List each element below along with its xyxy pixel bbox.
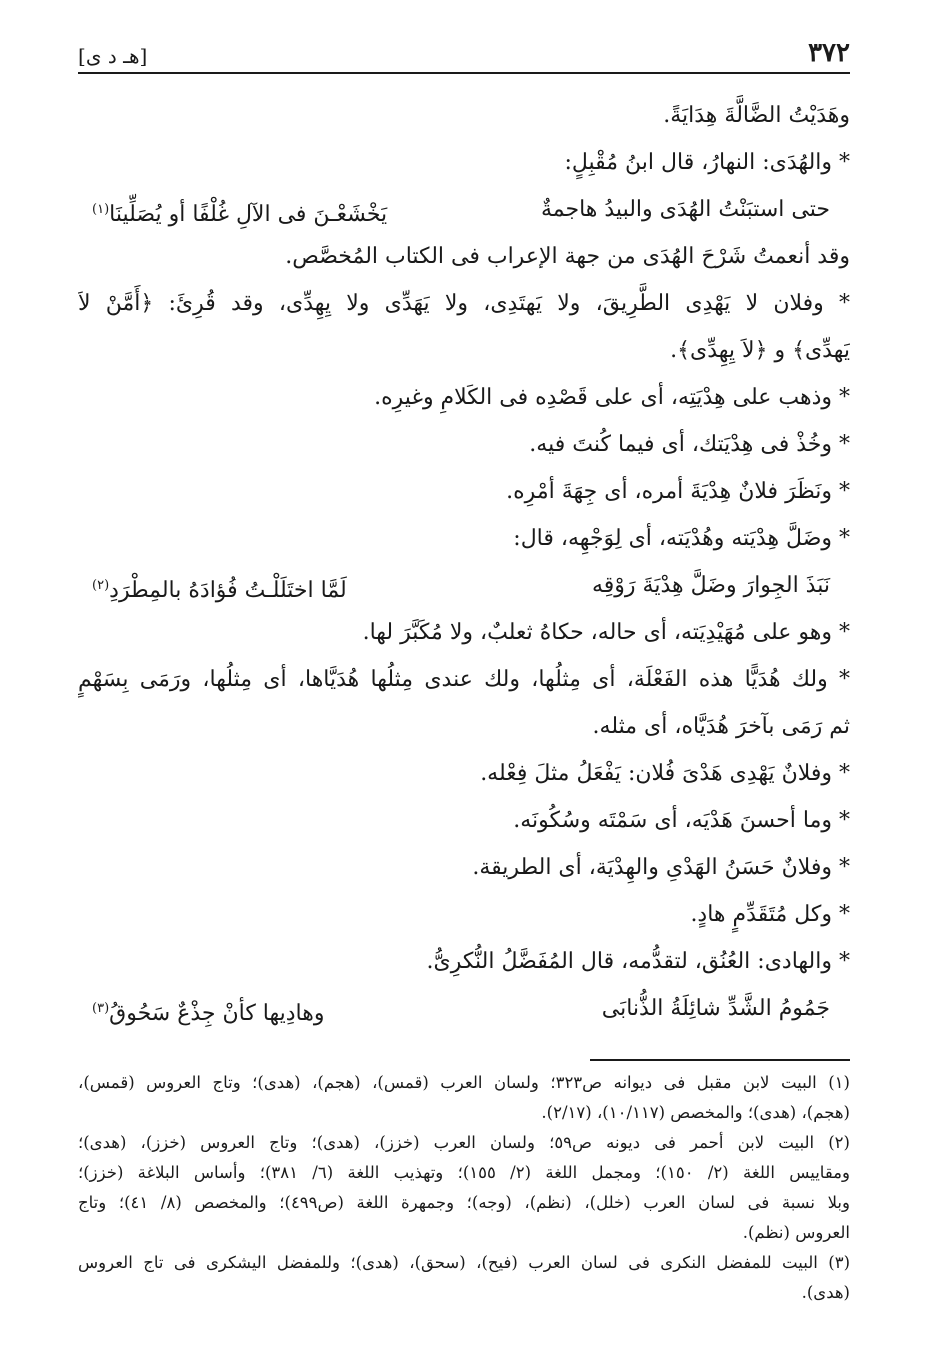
text-line: وقد أنعمتُ شَرْحَ الهُدَى من جهة الإعراب فى الكتاب المُخصَّص. [285, 244, 850, 269]
verse-hemistich: حتى استبَنْتُ الهُدَى والبيدُ هاجمةٌ [540, 197, 830, 222]
main-text [78, 92, 850, 1032]
footnote-line: (١) البيت لابن مقبل فى ديوانه ص٣٢٣؛ ولسان العرب (قمس)، (هجم)، (هدى)؛ وتاج العروس (قمس)، [78, 1073, 850, 1092]
page-header [78, 40, 850, 74]
text-line: ثم رَمَى بآخرَ هُدَيَّاه، أى مثله. [592, 714, 850, 739]
footnote-line: (٢) البيت لابن أحمر فى ديونه ص٥٩؛ ولسان العرب (خزز)، (هدى)؛ وتاج العروس (خزز)، (هدى)؛ [78, 1133, 850, 1152]
verse-hemistich: نَبَذَ الجِوارَ وضَلَّ هِدْيَةَ رَوْقِه [592, 573, 830, 598]
running-head: [هـ د ى] [78, 44, 148, 68]
text-line: * وفلانٌ حَسَنُ الهَدْىِ والهِدْيَة، أى الطريقة. [472, 855, 850, 880]
verse-mufaddal [78, 985, 850, 1032]
text-line: * وكل مُتَقَدِّمٍ هادٍ. [690, 902, 850, 927]
verse-hemistich: جَمُومُ الشَّدِّ شائِلَةُ الذُّنابَى [601, 996, 830, 1021]
text-line: * وذهب على هِدْيَتِه، أى على قَصْدِه فى الكَلامِ وغيرِه. [374, 385, 850, 410]
footnote-line: وبلا نسبة فى لسان العرب (خلل)، (نظم)، (وجه)؛ وجمهرة اللغة (ص٤٩٩)؛ والمخصص (٨/ ٤١)؛ وتاج [78, 1193, 850, 1212]
verse-ibn-muqbil [78, 186, 850, 233]
text-line: * ونَظَرَ فلانٌ هِدْيَةَ أمره، أى جِهَةَ أمْرِه. [506, 479, 850, 504]
text-line: * وفلانٌ يَهْدِى هَدْىَ فُلان: يَفْعَلُ مثلَ فِعْله. [480, 761, 850, 786]
footnote-marker: (١) [92, 202, 110, 217]
verse-hemistich: يَخْشَعْـنَ فى الآلِ غُلْفًا أو يُصَلِّينَا [109, 202, 388, 228]
footnotes [78, 1068, 850, 1308]
footnote-marker: (٣) [92, 1001, 110, 1016]
text-line: * وفلان لا يَهْدِى الطَّرِيقَ، ولا يَهتَدِى، ولا يَهَدِّى ولا يِهِدِّى، وقد قُرِئَ: ﴿أَمَّنْ لاَ [78, 291, 850, 316]
text-line: يَهدِّى﴾ و ﴿لاَ يِهِدِّى﴾. [670, 338, 850, 363]
text-line: * وهو على مُهَيْدِيَته، أى حاله، حكاهُ ثعلبٌ، ولا مُكَبَّرَ لها. [362, 620, 850, 645]
verse-hemistich: وهادِيها كأنْ جِذْعٌ سَحُوقُ [109, 1001, 325, 1027]
footnote-line: ومقاييس اللغة (٢/ ١٥٠)؛ ومجمل اللغة (٢/ ١٥٥)؛ وتهذيب اللغة (٦/ ٣٨١)؛ وأساس البلاغة (خزز)؛ [78, 1163, 850, 1182]
footnote-line: العروس (نظم). [742, 1223, 850, 1242]
text-line: * وضَلَّ هِدْيَته وهُدْيَته، أى لِوَجْهِه، قال: [513, 526, 850, 551]
text-line: وهَدَيْتُ الضَّالَّةَ هِدَايَةً. [663, 103, 850, 128]
footnote-line: (٣) البيت للمفضل النكرى فى لسان العرب (فيح)، (سحق)، (هدى)؛ وللمفضل اليشكرى فى تاج العروس [78, 1253, 850, 1272]
footnote-marker: (٢) [92, 578, 110, 593]
footnote-line: (هدى). [801, 1283, 850, 1302]
footnote-line: (هجم)، (هدى)؛ والمخصص (١٠/١١٧)، (٢/١٧). [541, 1103, 850, 1122]
page-number: ٣٧٢ [808, 38, 850, 68]
text-line: * والهادى: العُنُق، لتقدُّمه، قال المُفَضَّلُ النُّكرِىُّ. [426, 949, 850, 974]
text-line: * وخُذْ فى هِدْيَتك، أى فيما كُنتَ فيه. [529, 432, 850, 457]
verse-hemistich: لَمَّا اختَلَلْـتُ فُؤادَهُ بالمِطْرَدِ [109, 578, 347, 604]
verse-second [78, 562, 850, 609]
footnote-divider [590, 1059, 850, 1061]
text-line: * والهُدَى: النهارُ، قال ابنُ مُقْبِلٍ: [564, 150, 850, 175]
text-line: * وما أحسنَ هَدْيَه، أى سَمْتَه وسُكُونَه. [513, 808, 850, 833]
text-line: * ولك هُدَيًّا هذه الفَعْلَة، أى مِثلُها، ولك عندى مِثلُها هُدَيَّاها، أى مِثلُها، ورَمَى بِسَهْمٍ [78, 667, 850, 692]
